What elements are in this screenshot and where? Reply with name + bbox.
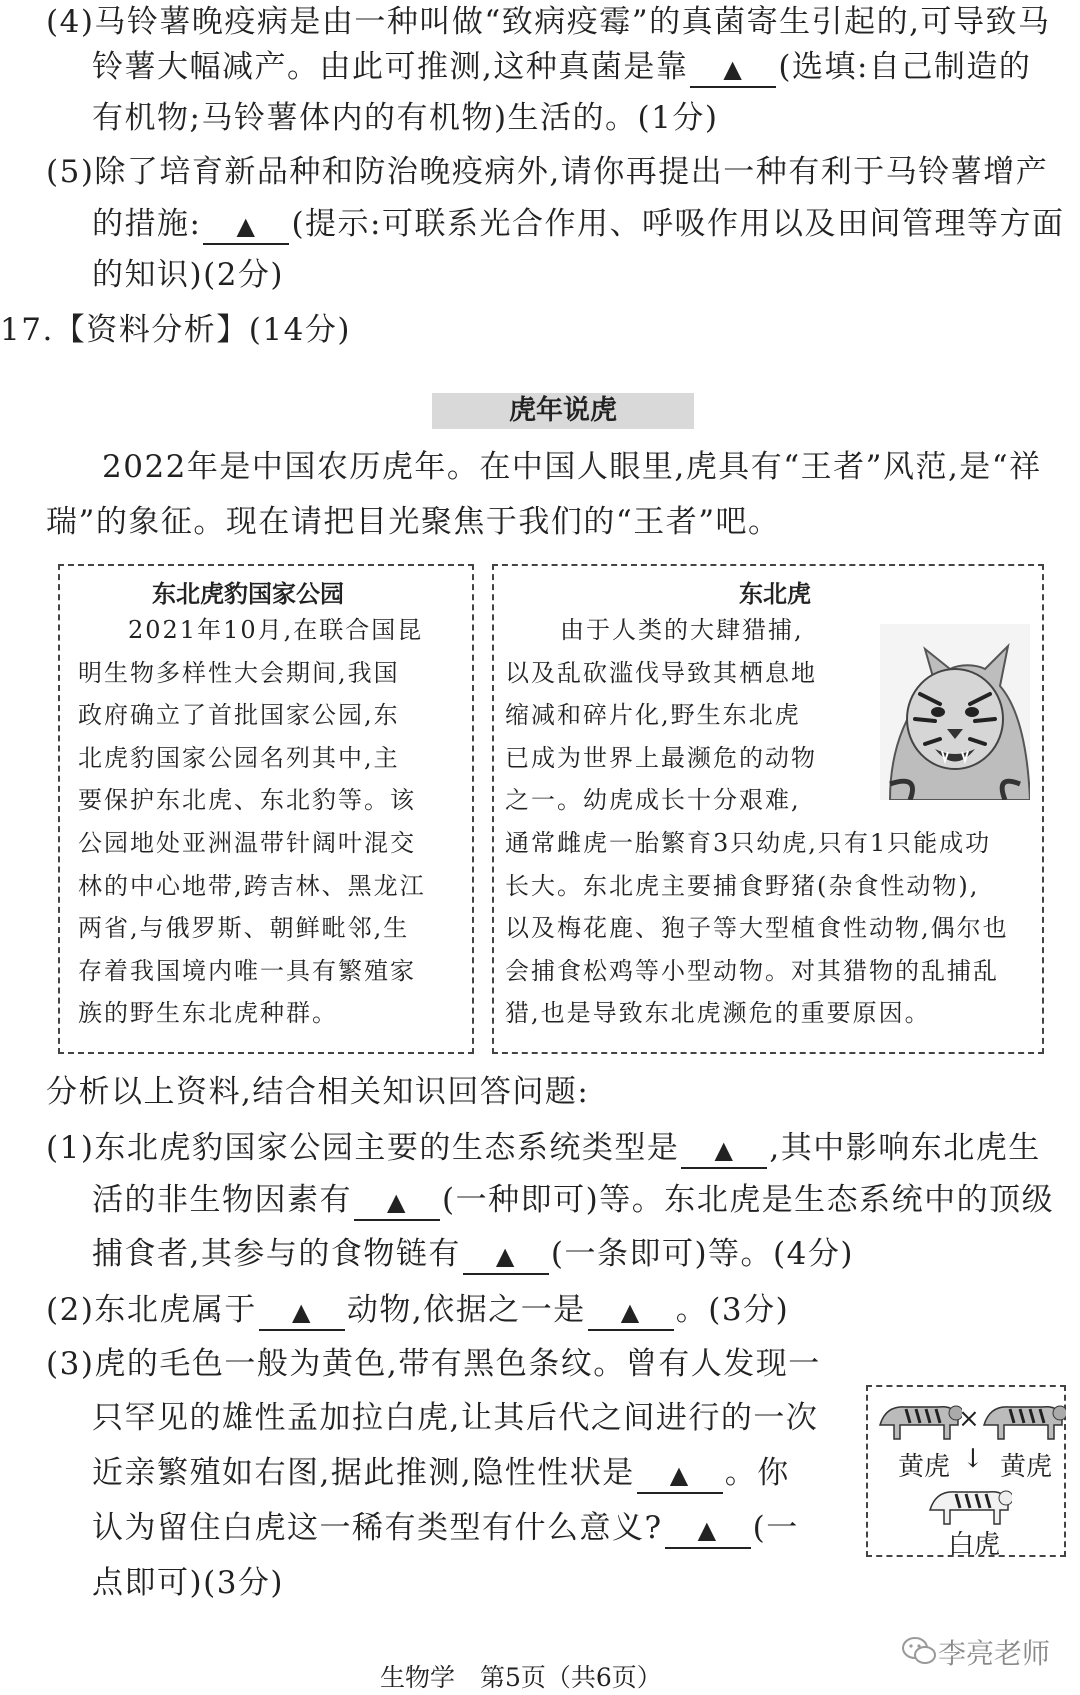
blank-triangle-icon: ▲ (669, 1461, 690, 1489)
q4-line2 (92, 47, 1031, 88)
blank-triangle-icon: ▲ (236, 212, 257, 240)
a1-line1-start: (1)东北虎豹国家公园主要的生态系统类型是 (46, 1130, 680, 1166)
q5-line3: 的知识)(2分) (92, 257, 285, 293)
answer-blank[interactable] (203, 207, 289, 245)
left-box-line: 公园地处亚洲温带针阔叶混交 (78, 829, 416, 857)
info-box-national-park-title: 东北虎豹国家公园 (152, 580, 344, 608)
answer-blank[interactable] (665, 1511, 751, 1549)
a2-line (46, 1290, 789, 1331)
siberian-tiger-illustration (880, 624, 1030, 800)
answer-blank[interactable] (637, 1456, 723, 1494)
blank-triangle-icon: ▲ (620, 1298, 641, 1326)
a1-line2-start: 活的非生物因素有 (92, 1182, 352, 1218)
cross-symbol: × (958, 1404, 980, 1434)
blank-triangle-icon: ▲ (291, 1298, 312, 1326)
q4-line2-end: (选填:自己制造的 (778, 49, 1032, 85)
blank-triangle-icon: ▲ (387, 1188, 407, 1216)
a2-middle: 动物,依据之一是 (346, 1292, 586, 1328)
a1-line1 (46, 1128, 1041, 1169)
right-box-line: 以及乱砍滥伐导致其栖息地 (505, 658, 817, 687)
left-box-line: 2021年10月,在联合国昆 (128, 616, 424, 644)
q5-line1: (5)除了培育新品种和防治晚疫病外,请你再提出一种有利于马铃薯增产 (46, 154, 1049, 190)
right-box-line: 会捕食松鸡等小型动物。对其猎物的乱捕乱 (505, 956, 999, 985)
left-box-line: 明生物多样性大会期间,我国 (78, 658, 400, 687)
q4-line3: 有机物;马铃薯体内的有机物)生活的。(1分) (92, 100, 719, 136)
a3-line3-end: 。你 (724, 1455, 790, 1491)
intro-line2: 瑞”的象征。现在请把目光聚焦于我们的“王者”吧。 (46, 504, 781, 540)
q4-line1: (4)马铃薯晚疫病是由一种叫做“致病疫霉”的真菌寄生引起的,可导致马 (46, 4, 1051, 40)
right-box-line: 长大。东北虎主要捕食野猪(杂食性动物), (505, 871, 980, 900)
q4-line2-start: 铃薯大幅减产。由此可推测,这种真菌是靠 (92, 49, 689, 85)
a3-line3-start: 近亲繁殖如右图,据此推测,隐性性状是 (92, 1455, 635, 1491)
q5-line2-start: 的措施: (92, 206, 202, 242)
a1-line3 (92, 1234, 854, 1275)
wechat-icon (902, 1636, 936, 1666)
q5-line2 (92, 204, 1065, 245)
question-17-header: 17.【资料分析】(14分) (0, 312, 351, 348)
a2-start: (2)东北虎属于 (46, 1292, 257, 1328)
left-box-line: 林的中心地带,跨吉林、黑龙江 (78, 871, 426, 900)
yellow-tiger-parent2-icon (980, 1395, 1066, 1441)
right-box-line: 由于人类的大肆猎捕, (560, 616, 804, 644)
answer-blank[interactable] (588, 1293, 674, 1331)
white-tiger-offspring-icon (926, 1480, 1012, 1526)
a1-line1-end: ,其中影响东北虎生 (769, 1130, 1041, 1166)
a1-line3-start: 捕食者,其参与的食物链有 (92, 1236, 461, 1272)
left-box-line: 北虎豹国家公园名列其中,主 (78, 743, 400, 772)
blank-triangle-icon: ▲ (723, 55, 744, 83)
answer-blank[interactable] (690, 50, 776, 88)
a3-line3 (92, 1453, 790, 1494)
left-box-line: 存着我国境内唯一具有繁殖家 (78, 956, 416, 985)
a3-line5: 点即可)(3分) (92, 1565, 285, 1601)
left-box-line: 政府确立了首批国家公园,东 (78, 701, 400, 730)
a3-line4-end: (一 (752, 1510, 799, 1546)
a1-line2-end: (一种即可)等。东北虎是生态系统中的顶级 (442, 1182, 1055, 1218)
left-box-line: 两省,与俄罗斯、朝鲜毗邻,生 (78, 914, 410, 943)
right-box-line: 之一。幼虎成长十分艰难, (505, 786, 801, 815)
answer-blank[interactable] (681, 1131, 767, 1169)
a1-line3-end: (一条即可)等。(4分) (550, 1236, 854, 1272)
page-footer: 生物学 第5页（共6页） (380, 1663, 662, 1692)
info-box-siberian-tiger-title: 东北虎 (739, 580, 811, 608)
yellow-tiger-parent1-icon (876, 1395, 962, 1441)
blank-triangle-icon: ▲ (714, 1136, 735, 1164)
a3-line4-start: 认为留住白虎这一稀有类型有什么意义? (92, 1510, 663, 1546)
intro-line1: 2022年是中国农历虎年。在中国人眼里,虎具有“王者”风范,是“祥 (102, 449, 1042, 485)
answer-blank[interactable] (463, 1237, 549, 1275)
analysis-prompt: 分析以上资料,结合相关知识回答问题: (46, 1074, 590, 1110)
parent2-label: 黄虎 (1000, 1452, 1053, 1482)
answer-blank[interactable] (354, 1183, 440, 1221)
a2-end: 。(3分) (675, 1292, 790, 1328)
right-box-line: 已成为世界上最濒危的动物 (505, 743, 817, 772)
q5-line2-end: (提示:可联系光合作用、呼吸作用以及田间管理等方面 (291, 206, 1065, 242)
right-box-line: 通常雌虎一胎繁育3只幼虎,只有1只能成功 (505, 829, 992, 857)
blank-triangle-icon: ▲ (697, 1516, 718, 1544)
blank-triangle-icon: ▲ (495, 1242, 516, 1270)
right-box-line: 猎,也是导致东北虎濒危的重要原因。 (505, 999, 931, 1028)
right-box-line: 以及梅花鹿、狍子等大型植食性动物,偶尔也 (505, 914, 1009, 943)
left-box-line: 要保护东北虎、东北豹等。该 (78, 786, 416, 815)
a3-line2: 只罕见的雄性孟加拉白虎,让其后代之间进行的一次 (92, 1400, 819, 1436)
offspring-label: 白虎 (948, 1530, 1001, 1560)
left-box-line: 族的野生东北虎种群。 (78, 999, 338, 1028)
answer-blank[interactable] (259, 1293, 345, 1331)
cross-arrow-icon: ↓ (962, 1444, 984, 1474)
a3-line4 (92, 1508, 799, 1549)
watermark-text: 李亮老师 (938, 1637, 1051, 1670)
a3-line1: (3)虎的毛色一般为黄色,带有黑色条纹。曾有人发现一 (46, 1346, 821, 1382)
section-title: 虎年说虎 (509, 395, 617, 426)
right-box-line: 缩减和碎片化,野生东北虎 (505, 701, 801, 730)
parent1-label: 黄虎 (898, 1452, 951, 1482)
a1-line2 (92, 1180, 1054, 1221)
